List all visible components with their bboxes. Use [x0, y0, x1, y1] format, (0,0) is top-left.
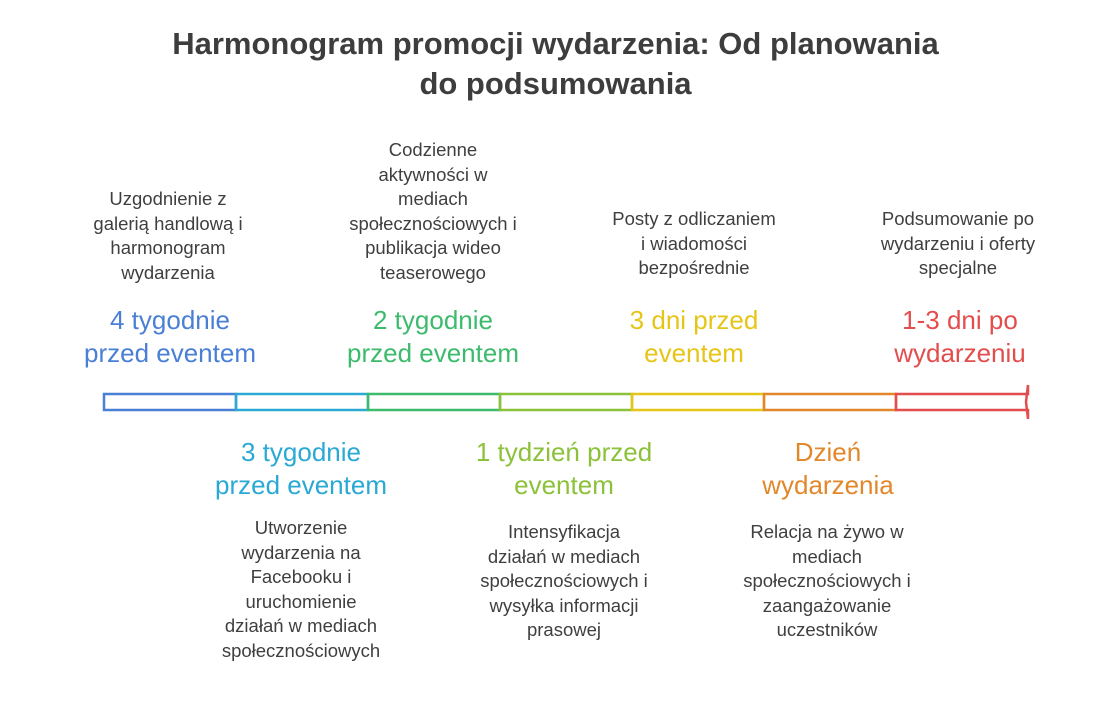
stage-2-description-line: działań w mediach — [224, 615, 378, 636]
stage-5-label-line: eventem — [644, 338, 744, 368]
stage-4-description-line: społecznościowych i — [480, 570, 648, 591]
stage-1-description — [68, 187, 268, 285]
stage-6-label-line: wydarzenia — [762, 470, 894, 500]
stage-6-description-line: mediach — [792, 545, 862, 567]
stage-2-label-line: 3 tygodnie — [241, 437, 361, 467]
timeline-segment-3 — [368, 394, 500, 410]
stage-5-description-line: Posty z odliczaniem — [612, 208, 776, 229]
stage-2-description-line: wydarzenia na — [241, 541, 361, 563]
stage-6-description-line: uczestników — [776, 619, 878, 640]
stage-6-description-line: społecznościowych i — [743, 570, 911, 591]
stage-6-label-line: Dzień — [794, 437, 862, 467]
stage-4-description-line: Intensyfikacja — [507, 521, 621, 542]
stage-1-label-line: przed eventem — [84, 338, 256, 368]
stage-6-description-line: zaangażowanie — [762, 594, 892, 616]
stage-2-description — [201, 516, 401, 663]
stage-5-description — [594, 207, 794, 281]
stage-6-description-line: Relacja na żywo w — [750, 521, 904, 542]
timeline-segment-1 — [104, 394, 236, 410]
stage-2-description-line: uruchomienie — [245, 590, 357, 612]
stage-7-description-line: Podsumowanie po — [881, 208, 1035, 229]
stage-7-description-line: specjalne — [918, 257, 998, 278]
timeline-arrowhead-segment — [896, 385, 1028, 419]
stage-5-label — [584, 304, 804, 370]
stage-3-description-line: aktywności w — [378, 163, 488, 185]
stage-6-label — [718, 436, 938, 502]
timeline-segment-5 — [632, 394, 764, 410]
stage-4-description-line: wysyłka informacji — [489, 594, 639, 616]
stage-1-label-line: 4 tygodnie — [110, 305, 230, 335]
timeline-segment-6 — [764, 394, 896, 410]
stage-4-description-line: działań w mediach — [487, 545, 641, 567]
timeline-segment-4 — [500, 394, 632, 410]
stage-2-description-line: społecznościowych — [221, 639, 381, 661]
stage-2-description-line: Facebooku i — [250, 566, 352, 587]
stage-4-label — [454, 436, 674, 502]
stage-7-description-line: wydarzeniu i oferty — [880, 232, 1036, 254]
stage-5-description-line: i wiadomości — [641, 232, 747, 254]
stage-4-description — [464, 520, 664, 643]
stage-1-description-line: wydarzenia — [121, 261, 215, 283]
stage-3-description-line: mediach — [398, 188, 468, 209]
stage-5-label-line: 3 dni przed — [629, 305, 759, 335]
stage-3-description-line: publikacja wideo — [365, 237, 501, 258]
stage-3-description-line: społecznościowych i — [349, 212, 517, 234]
stage-2-label — [191, 436, 411, 502]
stage-5-description-line: bezpośrednie — [638, 257, 750, 278]
timeline-segment-2 — [236, 394, 368, 410]
stage-1-label — [60, 304, 280, 370]
stage-1-description-line: Uzgodnienie z — [109, 188, 227, 209]
stage-6-description — [727, 520, 927, 643]
stage-3-description-line: teaserowego — [380, 261, 486, 283]
stage-2-description-line: Utworzenie — [254, 517, 348, 538]
stage-4-description-line: prasowej — [526, 619, 602, 640]
stage-3-description-line: Codzienne — [388, 139, 478, 160]
diagram-title-line-2: do podsumowania — [419, 66, 692, 101]
stage-3-description — [333, 138, 533, 285]
stage-3-label-line: 2 tygodnie — [373, 305, 493, 335]
stage-7-description — [858, 207, 1058, 281]
stage-4-label-line: eventem — [514, 470, 614, 500]
stage-2-label-line: przed eventem — [215, 470, 387, 500]
stage-3-label — [323, 304, 543, 370]
diagram-title-line-1: Harmonogram promocji wydarzenia: Od planowania — [172, 26, 939, 61]
stage-1-description-line: galerią handlową i — [93, 212, 243, 234]
stage-1-description-line: harmonogram — [110, 237, 226, 258]
stage-7-label-line: 1-3 dni po — [902, 305, 1018, 335]
stage-7-label — [850, 304, 1070, 370]
stage-7-label-line: wydarzeniu — [894, 338, 1026, 368]
stage-4-label-line: 1 tydzień przed — [475, 437, 653, 467]
stage-3-label-line: przed eventem — [347, 338, 519, 368]
